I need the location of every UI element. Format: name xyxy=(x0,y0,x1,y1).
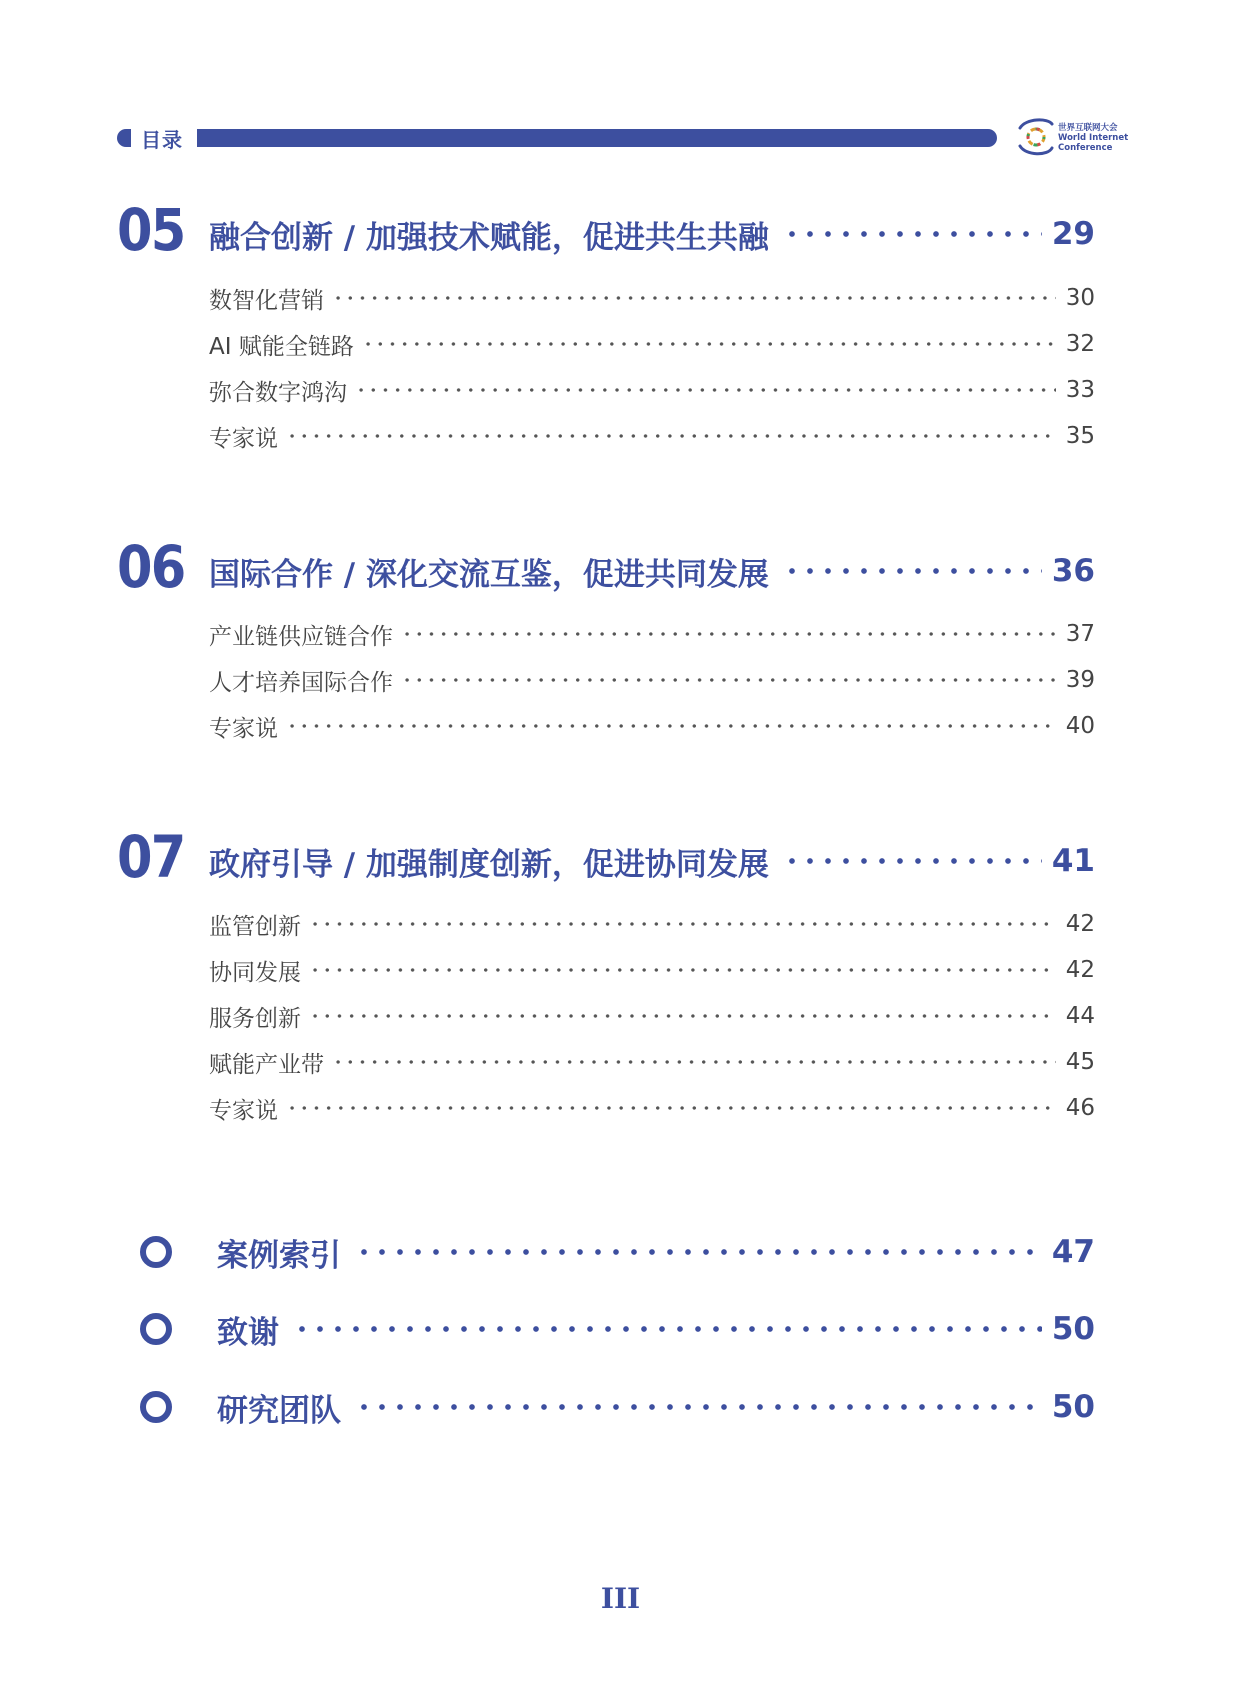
toc-item[interactable] xyxy=(209,703,1095,749)
extra-title: 致谢 xyxy=(217,1314,279,1351)
item-page: 37 xyxy=(1065,621,1095,647)
item-page: 40 xyxy=(1065,713,1095,739)
ring-bullet-icon xyxy=(140,1313,172,1345)
wic-logo-icon xyxy=(1016,116,1056,156)
item-label: 服务创新 xyxy=(209,1005,301,1032)
header-bar xyxy=(197,129,997,147)
dot-leader xyxy=(362,341,1056,347)
extra-page: 50 xyxy=(1051,1311,1095,1347)
item-label: AI 赋能全链路 xyxy=(209,333,354,360)
dot-leader xyxy=(783,567,1042,575)
item-page: 42 xyxy=(1065,957,1095,983)
wic-logo-text xyxy=(1058,123,1128,153)
toc-item[interactable] xyxy=(209,993,1095,1039)
toc-item[interactable] xyxy=(209,321,1095,367)
item-label: 赋能产业带 xyxy=(209,1051,324,1078)
extra-page: 50 xyxy=(1051,1389,1095,1425)
item-label: 协同发展 xyxy=(209,959,301,986)
item-label: 专家说 xyxy=(209,715,278,742)
toc-item[interactable] xyxy=(209,611,1095,657)
ring-bullet-icon xyxy=(140,1236,172,1268)
extra-page: 47 xyxy=(1051,1234,1095,1270)
item-label: 产业链供应链合作 xyxy=(209,623,393,650)
item-page: 32 xyxy=(1065,331,1095,357)
toc-extra-case-index[interactable] xyxy=(140,1231,1095,1273)
dot-leader xyxy=(783,230,1042,238)
extra-title: 案例索引 xyxy=(217,1237,341,1274)
section-title: 国际合作 / 深化交流互鉴，促进共同发展 xyxy=(209,556,769,593)
section-heading-link[interactable] xyxy=(209,214,1095,254)
dot-leader xyxy=(309,1013,1056,1019)
dot-leader xyxy=(332,295,1056,301)
header-bar-cap xyxy=(117,129,131,147)
dot-leader xyxy=(286,1105,1056,1111)
item-label: 人才培养国际合作 xyxy=(209,669,393,696)
item-page: 44 xyxy=(1065,1003,1095,1029)
dot-leader xyxy=(355,1248,1042,1256)
item-page: 45 xyxy=(1065,1049,1095,1075)
toc-item[interactable] xyxy=(209,1039,1095,1085)
section-number: 07 xyxy=(117,823,185,891)
header-title: 目录 xyxy=(141,128,183,152)
section-title: 政府引导 / 加强制度创新，促进协同发展 xyxy=(209,846,769,883)
wic-logo xyxy=(1016,116,1129,160)
toc-item[interactable] xyxy=(209,1085,1095,1131)
section-page: 29 xyxy=(1051,216,1095,252)
toc-item[interactable] xyxy=(209,901,1095,947)
section-page: 41 xyxy=(1051,843,1095,879)
section-items xyxy=(209,901,1095,1131)
dot-leader xyxy=(293,1325,1042,1333)
item-page: 35 xyxy=(1065,423,1095,449)
dot-leader xyxy=(783,857,1042,865)
section-page: 36 xyxy=(1051,553,1095,589)
ring-bullet-icon xyxy=(140,1391,172,1423)
extra-title: 研究团队 xyxy=(217,1392,341,1429)
toc-header xyxy=(117,126,997,152)
logo-cn: 世界互联网大会 xyxy=(1058,123,1118,133)
dot-leader xyxy=(309,921,1056,927)
toc-item[interactable] xyxy=(209,413,1095,459)
section-number: 06 xyxy=(117,533,185,601)
dot-leader xyxy=(286,433,1056,439)
item-page: 33 xyxy=(1065,377,1095,403)
item-page: 46 xyxy=(1065,1095,1095,1121)
dot-leader xyxy=(401,677,1056,683)
dot-leader xyxy=(401,631,1056,637)
toc-item[interactable] xyxy=(209,947,1095,993)
toc-item[interactable] xyxy=(209,367,1095,413)
section-heading-link[interactable] xyxy=(209,551,1095,591)
item-page: 42 xyxy=(1065,911,1095,937)
dot-leader xyxy=(309,967,1056,973)
toc-item[interactable] xyxy=(209,657,1095,703)
dot-leader xyxy=(286,723,1056,729)
item-label: 专家说 xyxy=(209,1097,278,1124)
item-label: 弥合数字鸿沟 xyxy=(209,379,347,406)
section-heading-link[interactable] xyxy=(209,841,1095,881)
logo-en-line2: Conference xyxy=(1058,143,1113,153)
item-page: 39 xyxy=(1065,667,1095,693)
item-page: 30 xyxy=(1065,285,1095,311)
toc-item[interactable] xyxy=(209,275,1095,321)
dot-leader xyxy=(332,1059,1056,1065)
page-number: III xyxy=(600,1582,641,1615)
toc-extra-research-team[interactable] xyxy=(140,1386,1095,1428)
section-items xyxy=(209,275,1095,459)
item-label: 专家说 xyxy=(209,425,278,452)
section-title: 融合创新 / 加强技术赋能，促进共生共融 xyxy=(209,219,769,256)
section-items xyxy=(209,611,1095,749)
dot-leader xyxy=(355,1403,1042,1411)
logo-en-line1: World Internet xyxy=(1058,133,1129,143)
item-label: 监管创新 xyxy=(209,913,301,940)
item-label: 数智化营销 xyxy=(209,287,324,314)
section-number: 05 xyxy=(117,196,185,264)
dot-leader xyxy=(355,387,1056,393)
toc-extra-acknowledgements[interactable] xyxy=(140,1308,1095,1350)
